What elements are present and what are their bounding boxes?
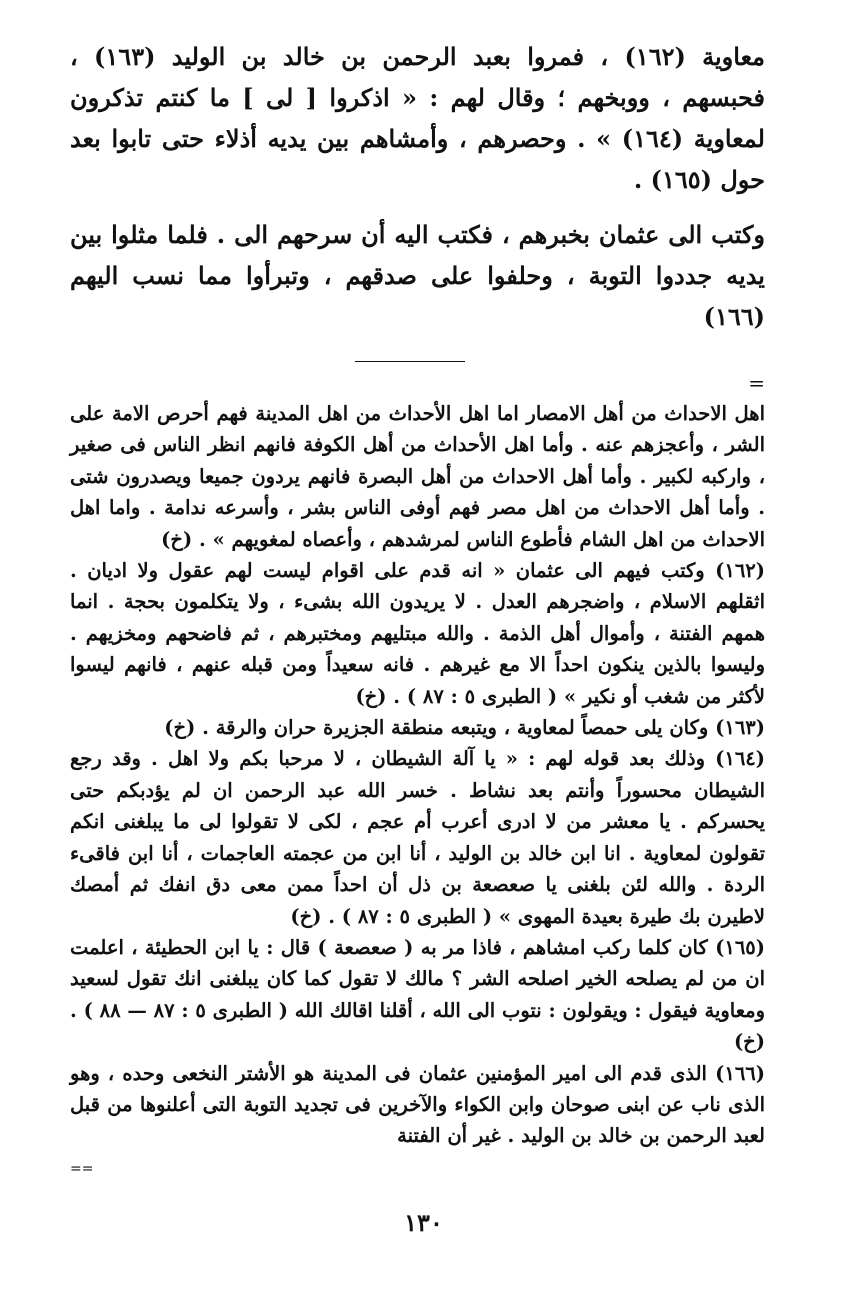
page-number: ١٣٠ (404, 1208, 443, 1237)
footnote-end-mark: == (70, 1160, 94, 1177)
footnote-separator-line (355, 361, 465, 362)
continuation-mark: = (748, 371, 765, 395)
footnotes (70, 398, 765, 1152)
main-paragraph-1: معاوية (١٦٢) ، فمروا بعبد الرحمن بن خالد بن الوليد (١٦٣) ، فحبسهم ، ووبخهم ؛ وقال لهم : « اذكروا [ لى ] ما كنتم تذكرون لمعاوية (١٦٤) » . وحصرهم ، وأمشاهم بين يديه أذلاء حتى تابوا بعد حول (١٦٥) . (70, 42, 765, 194)
footnote-165: (١٦٥) كان كلما ركب امشاهم ، فاذا مر به ( صعصعة ) قال : يا ابن الحطيئة ، اعلمت ان من لم يصلحه الخير اصلحه الشر ؟ مالك لا تقول كما كان يبلغنى انك تقول لسعيد ومعاوية فيقول : ويقولون : نتوب الى الله ، أقلنا اقالك الله ( الطبرى ٥ : ٨٧ — ٨٨ ) . (خ) (70, 935, 766, 1054)
footnote-continuation: اهل الاحداث من أهل الامصار اما اهل الأحداث من اهل المدينة فهم أحرص الامة على الشر ، وأعجزهم عنه . وأما اهل الأحداث من أهل الكوفة فانهم انظر الناس فى صغير ، واركبه لكبير . وأما أهل الاحداث من أهل البصرة فانهم يردون جميعا ويصدرون شتى . وأما أهل الاحداث من اهل مصر فهم أوفى الناس بشر ، وأسرعه ندامة . واما اهل الاحداث من اهل الشام فأطوع الناس لمرشدهم ، وأعصاه لمغويهم » . (خ) (70, 402, 765, 551)
main-paragraph-2: وكتب الى عثمان بخبرهم ، فكتب اليه أن سرحهم الى . فلما مثلوا بين يديه جددوا التوبة ، وحلفوا على صدقهم ، وتبرأوا مما نسب اليهم (١٦٦) (70, 220, 765, 331)
footnote-163: (١٦٣) وكان يلى حمصاً لمعاوية ، ويتبعه منطقة الجزيرة حران والرقة . (خ) (164, 716, 765, 740)
footnote-162: (١٦٢) وكتب فيهم الى عثمان « انه قدم على اقوام ليست لهم عقول ولا اديان . اثقلهم الاسلام ، واضجرهم العدل . لا يريدون الله بشىء ، ولا يتكلمون بحجة . انما همهم الفتنة ، وأموال أهل الذمة . والله مبتليهم ومختبرهم ، ثم فاضحهم ومخزيهم . وليسوا بالذين ينكون احداً الا مع غيرهم . فانه سعيداً ومن قبله عنهم ، فانهم ليسوا لأكثر من شغب أو نكير » ( الطبرى ٥ : ٨٧ ) . (خ) (70, 559, 765, 708)
footnote-164: (١٦٤) وذلك بعد قوله لهم : « يا آلة الشيطان ، لا مرحبا بكم ولا اهل . وقد رجع الشيطان محسوراً وأنتم بعد نشاط . خسر الله عبد الرحمن ان لم يؤدبكم حتى يحسركم . يا معشر من لا ادرى أعرب أم عجم ، لكى لا تقولوا لى ما يبلغنى انكم تقولون لمعاوية . انا ابن خالد بن الوليد ، أنا ابن من عجمته العاجمات ، أنا ابن فاقىء الردة . والله لئن بلغنى يا صعصعة بن ذل أن احداً ممن معى دق انفك ثم أمصك لاطيرن بك طيرة بعيدة المهوى » ( الطبرى ٥ : ٨٧ ) . (خ) (70, 747, 765, 928)
footnote-166: (١٦٦) الذى قدم الى امير المؤمنين عثمان فى المدينة هو الأشتر النخعى وحده ، وهو الذى ناب عن ابنى صوحان وابن الكواء والآخرين فى تجديد التوبة التى أعلنوها من قبل لعبد الرحمن بن خالد بن الوليد . غير أن الفتنة (70, 1061, 765, 1148)
main-text (70, 36, 765, 337)
